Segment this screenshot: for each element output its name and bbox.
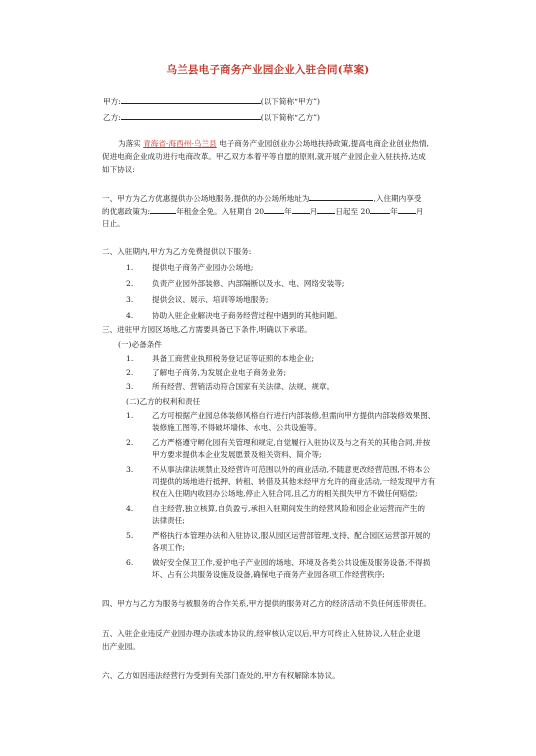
item-text: 做好安全保卫工作,爱护电子产业园的场地、环境及各类公共设施及服务设备,不得损 — [152, 558, 431, 567]
list-item — [126, 294, 268, 305]
list-item — [126, 262, 253, 273]
sec1-text: 的优惠政策为: — [102, 207, 151, 216]
list-item — [126, 278, 344, 289]
item-text: 严格执行本管理办法和入驻协议,服从园区运营部管理,支持、配合园区运营部开展的 — [152, 531, 431, 540]
sec1-text: 一、甲方为乙方优惠提供办公场地服务,提供的办公场所地址为 — [102, 194, 310, 203]
item-text: 自主经营,独立核算,自负盈亏,承担入驻期间发生的经营风险和园企业运营而产生的 — [152, 504, 426, 513]
item-continuation: 司提供的场地进行抵押、转租、转借及其他未经甲方允许的商业活动,一经发现甲方有 — [152, 477, 436, 486]
party-b-note: (以下简称“乙方”) — [260, 113, 321, 122]
item-number: 4. — [126, 504, 134, 513]
party-b-label: 乙方: — [103, 113, 121, 122]
sec1-text: 日起至 20 — [335, 207, 371, 216]
item-number: 4. — [126, 311, 134, 320]
item-text: 所有经营、营销活动符合国家有关法律、法规、规章。 — [152, 382, 335, 391]
item-continuation: 权在入住期内收回办公场地,停止入驻合同,且乙方的相关损失甲方不做任何赔偿; — [152, 489, 418, 498]
end-month-field[interactable] — [398, 205, 416, 214]
item-number: 3. — [126, 382, 134, 391]
item-text: 提供电子商务产业园办公场地; — [152, 263, 254, 272]
sec6-paragraph: 六、乙方如因违法经营行为受到有关部门查处的,甲方有权解除本协议。 — [102, 671, 340, 680]
list-item — [126, 530, 430, 541]
party-b-field[interactable] — [121, 111, 261, 120]
item-number: 6. — [126, 558, 134, 567]
item-number: 5. — [126, 531, 134, 540]
item-continuation: 各项工作; — [152, 543, 185, 552]
intro-line-1 — [118, 138, 429, 149]
sec5-line-2: 出产业园。 — [102, 642, 140, 651]
intro-line-2: 促进电商企业成功进行电商改革。甲乙双方本着平等自愿的原则,就开展产业园企业入驻扶持,达成 — [102, 152, 426, 161]
sec3-sub1: (一)必备条件 — [118, 340, 162, 349]
item-text: 负责产业园外部装修、内部隔断以及水、电、网络安装等; — [152, 279, 345, 288]
list-item — [126, 437, 430, 448]
item-number: 3. — [126, 465, 134, 474]
item-number: 1. — [126, 263, 134, 272]
sec3-heading: 三、进驻甲方园区场地,乙方需要具备已下条件,明确以下承诺。 — [102, 325, 312, 334]
address-field[interactable] — [309, 192, 373, 201]
party-a-note: (以下简称“甲方”) — [260, 97, 321, 106]
item-text: 乙方严格遵守孵化园有关管理和规定,自觉履行入驻协议及与之有关的其他合同,并按 — [152, 438, 431, 447]
sec1-text: ,入住期内享受 — [373, 194, 422, 203]
intro-text: 为落实 — [118, 139, 141, 148]
sec1-text: 月 — [309, 207, 318, 216]
item-number: 3. — [126, 295, 134, 304]
item-text: 了解电子商务,为发展企业电子商务业务; — [152, 368, 287, 377]
start-month-field[interactable] — [292, 205, 310, 214]
end-year-field[interactable] — [370, 205, 390, 214]
list-item — [126, 367, 286, 378]
intro-text: 电子商务产业园创业办公场地扶持政策,提高电商企业创业热情, — [219, 139, 429, 148]
sec1-text: 年 — [284, 207, 292, 216]
item-text: 具备工商营业执照税务登记证等证照的本地企业; — [152, 354, 315, 363]
page-title: 乌兰县电子商务产业园企业入驻合同(草案) — [166, 64, 370, 76]
item-continuation: 装修施工图等,不得破坏墙体、水电、公共设施等。 — [152, 423, 322, 432]
item-number: 2. — [126, 368, 134, 377]
item-continuation: 法律责任; — [152, 516, 185, 525]
list-item — [126, 310, 342, 321]
item-number: 2. — [126, 438, 134, 447]
list-item — [126, 381, 334, 392]
sec5-line-1: 五、入驻企业违反产业园办理办法或本协议的,经审核认定以后,甲方可终止入驻协议,入驻企业退 — [102, 629, 421, 638]
intro-line-3: 如下协议: — [102, 165, 135, 174]
item-continuation: 坏、占有公共服务设施及设备,确保电子商务产业园各项工作经营秩序; — [152, 570, 385, 579]
list-item — [126, 557, 430, 568]
sec1-text: 月 — [415, 207, 424, 216]
start-year-field[interactable] — [264, 205, 284, 214]
item-number: 1. — [126, 354, 134, 363]
party-a-field[interactable] — [121, 95, 261, 104]
list-item — [126, 410, 435, 421]
item-text: 乙方可根据产业园总体装修风格自行进行内部装修,但需向甲方提供内部装修效果图、 — [152, 411, 436, 420]
sec1-line-3: 日止。 — [102, 219, 125, 228]
item-number: 1. — [126, 411, 134, 420]
list-item — [126, 464, 430, 475]
item-text: 提供会议、展示、培训等场地服务; — [152, 295, 269, 304]
sec1-text: 年租金全免。入驻期自 20 — [176, 207, 265, 216]
sec1-text: 年 — [390, 207, 398, 216]
party-a-row — [103, 95, 320, 107]
sec4-paragraph: 四、甲方与乙方为服务与被服务的合作关系,甲方提供的服务对乙方的经济活动不负任何连带责任。 — [102, 599, 431, 608]
sec1-line-1 — [102, 192, 421, 204]
item-text: 不从事法律法规禁止及经营许可范围以外的商业活动,不随意更改经营范围,不将本公 — [152, 465, 431, 474]
years-field[interactable] — [150, 205, 176, 214]
item-number: 2. — [126, 279, 134, 288]
sec3-sub2: (二)乙方的权利和责任 — [126, 397, 201, 406]
item-text: 协助入驻企业解决电子商务经营过程中遇到的其他问题。 — [152, 311, 342, 320]
list-item — [126, 353, 314, 364]
location-text: 青海省-海西州-乌兰县 — [143, 139, 217, 148]
item-continuation: 甲方要求提供本企业发展愿景及相关资料、简介等; — [152, 450, 322, 459]
sec1-line-2 — [102, 205, 423, 217]
party-b-row — [103, 111, 320, 123]
sec2-heading: 二、入驻期内,甲方为乙方免费提供以下服务: — [102, 247, 252, 256]
party-a-label: 甲方: — [103, 97, 121, 106]
list-item — [126, 503, 425, 514]
start-day-field[interactable] — [317, 205, 335, 214]
